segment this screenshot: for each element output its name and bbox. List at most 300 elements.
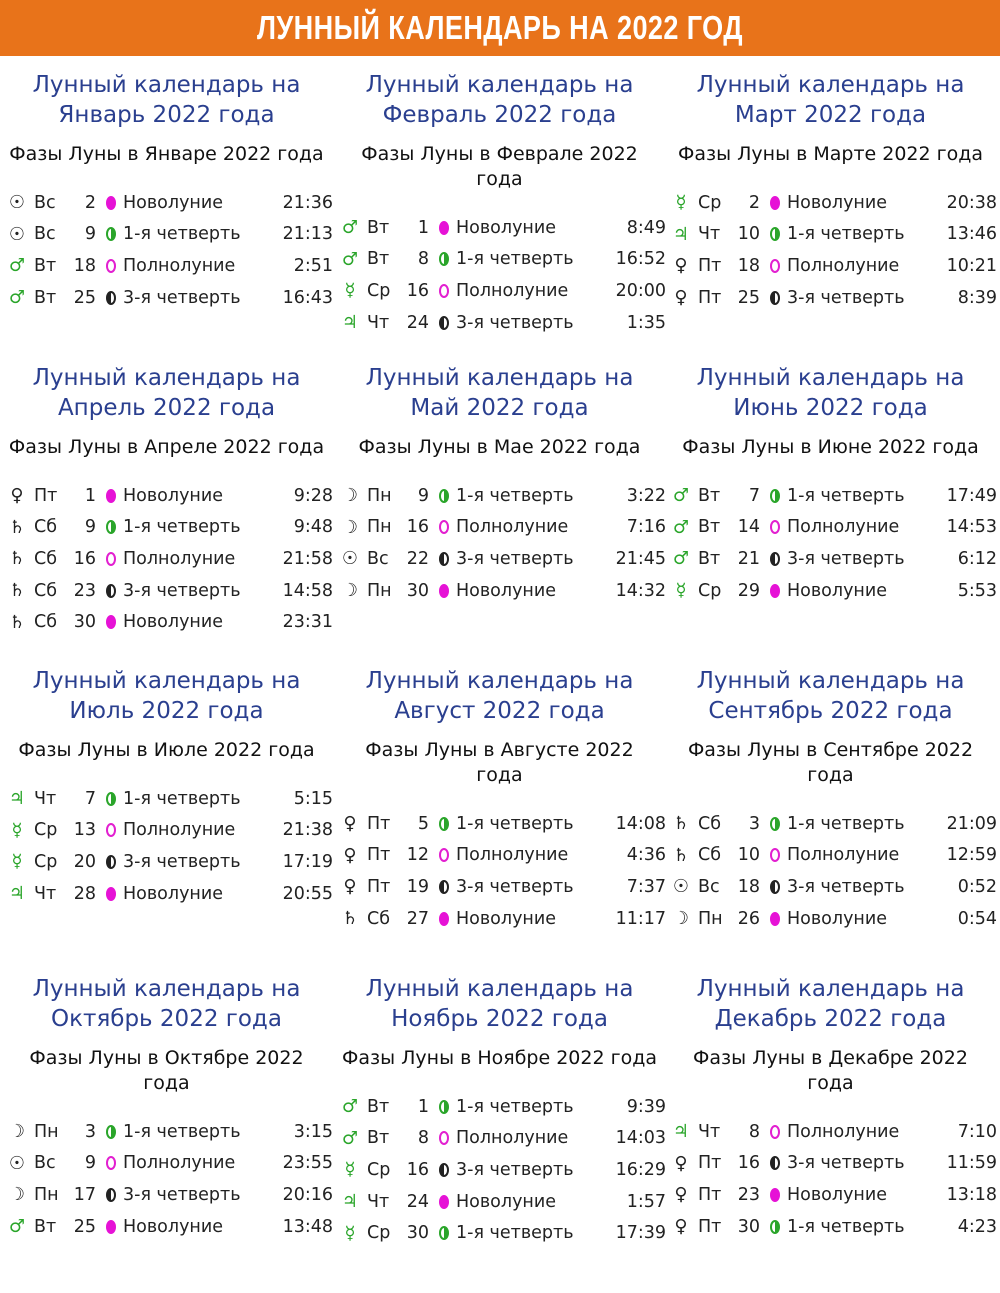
phase-name: Новолуние [456, 580, 557, 601]
planet-symbol-icon: ☿ [344, 280, 356, 302]
moon-phase-first-icon [770, 1220, 780, 1234]
phase-time: 23:55 [282, 1153, 333, 1174]
moon-phase-first-icon [106, 1125, 116, 1139]
phase-time: 9:28 [293, 485, 333, 506]
planet-symbol-icon: ♂ [8, 255, 26, 277]
phase-time: 16:43 [282, 287, 333, 308]
phase-time: 21:09 [946, 813, 997, 834]
month-title-line1: Лунный календарь на [365, 976, 634, 1002]
phase-row [333, 1091, 666, 1123]
phase-name: 1-я четверть [787, 224, 905, 245]
planet-symbol-icon: ☿ [344, 1159, 356, 1181]
phase-time: 12:59 [946, 845, 997, 866]
phase-row [664, 480, 997, 512]
phase-time: 13:18 [946, 1184, 997, 1205]
weekday: Сб [367, 908, 391, 929]
moon-phase-full-icon [439, 520, 449, 534]
day-number: 16 [406, 1159, 429, 1180]
phase-time: 14:32 [615, 580, 666, 601]
phase-time: 20:55 [282, 883, 333, 904]
planet-symbol-icon: ♂ [8, 1216, 26, 1238]
month-subtitle: Фазы Луны в Октябре 2022 года [29, 1047, 304, 1094]
day-number: 24 [406, 1191, 429, 1212]
month-subtitle: Фазы Луны в Марте 2022 года [677, 143, 984, 165]
phase-row [0, 783, 333, 815]
phase-name: Новолуние [787, 908, 888, 929]
month-subtitle: Фазы Луны в Апреле 2022 года [8, 436, 325, 458]
phase-name: Новолуние [787, 580, 888, 601]
moon-phase-new-icon [770, 196, 780, 210]
day-number: 14 [737, 517, 760, 538]
weekday: Ср [367, 1159, 391, 1180]
day-number: 30 [406, 580, 429, 601]
day-number: 9 [417, 485, 429, 506]
phase-name: 3-я четверть [456, 876, 574, 897]
month-subtitle: Фазы Луны в Декабре 2022 года [693, 1047, 968, 1094]
planet-symbol-icon: ☽ [341, 580, 359, 602]
phase-name: Полнолуние [787, 1121, 900, 1142]
phase-time: 0:52 [957, 876, 997, 897]
phase-row [0, 250, 333, 282]
phase-list [333, 212, 666, 338]
planet-symbol-icon: ♀ [343, 876, 357, 898]
phase-name: Новолуние [123, 612, 224, 633]
planet-symbol-icon: ♄ [672, 813, 690, 835]
phase-row [333, 808, 666, 840]
phase-time: 8:49 [626, 217, 666, 238]
planet-symbol-icon: ♂ [341, 248, 359, 270]
month-title-line2: Март 2022 года [734, 102, 927, 128]
phase-list [333, 808, 666, 934]
day-number: 30 [406, 1223, 429, 1244]
planet-symbol-icon: ☉ [8, 1152, 26, 1174]
phase-name: 1-я четверть [456, 249, 574, 270]
phase-time: 9:39 [626, 1096, 666, 1117]
day-number: 21 [737, 548, 760, 569]
month-subtitle: Фазы Луны в Мае 2022 года [358, 436, 641, 458]
phase-row [664, 219, 997, 251]
phase-row [0, 187, 333, 219]
phase-row [0, 282, 333, 314]
weekday: Ср [367, 1223, 391, 1244]
moon-phase-new-icon [106, 1220, 116, 1234]
phase-time: 20:38 [946, 192, 997, 213]
month-block-august [333, 666, 666, 934]
planet-symbol-icon: ♀ [674, 1216, 688, 1238]
day-number: 10 [737, 845, 760, 866]
planet-symbol-icon: ♂ [341, 1127, 359, 1149]
planet-symbol-icon: ☽ [341, 516, 359, 538]
phase-row [664, 808, 997, 840]
month-title-line2: Июль 2022 года [69, 698, 264, 724]
planet-symbol-icon: ♃ [341, 1191, 359, 1213]
phase-row [333, 1123, 666, 1155]
phase-name: Полнолуние [787, 517, 900, 538]
phase-row [0, 575, 333, 607]
phase-row [0, 878, 333, 910]
moon-phase-last-icon [439, 552, 449, 566]
weekday: Пт [367, 813, 391, 834]
moon-phase-full-icon [106, 552, 116, 566]
phase-time: 7:10 [957, 1121, 997, 1142]
moon-phase-full-icon [439, 284, 449, 298]
phase-name: Новолуние [123, 192, 224, 213]
moon-phase-full-icon [770, 848, 780, 862]
phase-row [664, 543, 997, 575]
weekday: Вс [34, 224, 56, 245]
weekday: Вт [34, 255, 57, 276]
day-number: 3 [84, 1121, 96, 1142]
month-subtitle: Фазы Луны в Июне 2022 года [682, 436, 979, 458]
weekday: Сб [34, 517, 58, 538]
phase-list [333, 1091, 666, 1249]
weekday: Вт [34, 287, 57, 308]
day-number: 19 [406, 876, 429, 897]
planet-symbol-icon: ♂ [672, 516, 690, 538]
phase-name: Новолуние [456, 1191, 557, 1212]
weekday: Пн [34, 1121, 59, 1142]
day-number: 30 [73, 612, 96, 633]
phase-row [664, 282, 997, 314]
day-number: 28 [73, 883, 96, 904]
weekday: Вт [34, 1216, 57, 1237]
day-number: 16 [73, 548, 96, 569]
weekday: Пт [698, 1153, 722, 1174]
weekday: Пн [34, 1184, 59, 1205]
phase-time: 1:35 [626, 312, 666, 333]
planet-symbol-icon: ☿ [11, 851, 23, 873]
planet-symbol-icon: ☽ [8, 1121, 26, 1143]
moon-phase-last-icon [439, 1163, 449, 1177]
day-number: 2 [84, 192, 96, 213]
moon-phase-first-icon [439, 817, 449, 831]
weekday: Вт [698, 485, 721, 506]
day-number: 7 [84, 788, 96, 809]
phase-name: 1-я четверть [787, 485, 905, 506]
weekday: Сб [34, 612, 58, 633]
moon-phase-first-icon [770, 489, 780, 503]
phase-row [333, 512, 666, 544]
planet-symbol-icon: ♂ [672, 485, 690, 507]
month-block-october [0, 974, 333, 1242]
moon-phase-full-icon [770, 1125, 780, 1139]
weekday: Пт [367, 845, 391, 866]
weekday: Вс [367, 548, 389, 569]
phase-time: 14:08 [615, 813, 666, 834]
moon-phase-last-icon [770, 552, 780, 566]
phase-time: 20:00 [615, 280, 666, 301]
planet-symbol-icon: ♃ [8, 883, 26, 905]
month-subtitle: Фазы Луны в Сентябре 2022 года [687, 739, 974, 786]
day-number: 5 [417, 813, 429, 834]
phase-row [0, 1116, 333, 1148]
phase-name: 3-я четверть [787, 548, 905, 569]
weekday: Пн [698, 908, 723, 929]
phase-time: 21:13 [282, 224, 333, 245]
phase-row [0, 1211, 333, 1243]
month-title-line2: Февраль 2022 года [382, 102, 617, 128]
day-number: 9 [84, 1153, 96, 1174]
weekday: Чт [367, 1191, 390, 1212]
phase-name: 1-я четверть [787, 1216, 905, 1237]
phase-time: 17:19 [282, 851, 333, 872]
phase-name: 3-я четверть [123, 580, 241, 601]
phase-row [333, 244, 666, 276]
weekday: Пн [367, 580, 392, 601]
phase-time: 23:31 [282, 612, 333, 633]
day-number: 10 [737, 224, 760, 245]
moon-phase-new-icon [106, 489, 116, 503]
planet-symbol-icon: ☿ [11, 819, 23, 841]
day-number: 1 [84, 485, 96, 506]
month-title-line2: Август 2022 года [394, 698, 605, 724]
planet-symbol-icon: ♃ [672, 223, 690, 245]
planet-symbol-icon: ♄ [341, 908, 359, 930]
phase-name: Новолуние [787, 1184, 888, 1205]
weekday: Вт [698, 548, 721, 569]
moon-phase-new-icon [770, 912, 780, 926]
month-block-july [0, 666, 333, 909]
phase-time: 21:58 [282, 548, 333, 569]
phase-row [333, 275, 666, 307]
weekday: Чт [698, 1121, 721, 1142]
planet-symbol-icon: ☉ [8, 192, 26, 214]
weekday: Пн [367, 517, 392, 538]
phase-row [664, 1179, 997, 1211]
moon-phase-first-icon [439, 1100, 449, 1114]
day-number: 13 [73, 820, 96, 841]
planet-symbol-icon: ♂ [341, 1096, 359, 1118]
weekday: Чт [698, 224, 721, 245]
weekday: Вт [367, 249, 390, 270]
phase-list [0, 480, 333, 638]
weekday: Вс [34, 1153, 56, 1174]
header-banner [0, 0, 1000, 56]
phase-row [333, 480, 666, 512]
month-title-line2: Сентябрь 2022 года [708, 698, 953, 724]
moon-phase-new-icon [770, 1188, 780, 1202]
planet-symbol-icon: ☽ [341, 485, 359, 507]
month-block-june [664, 363, 997, 606]
phase-row [0, 480, 333, 512]
planet-symbol-icon: ♀ [674, 1184, 688, 1206]
phase-row [664, 575, 997, 607]
planet-symbol-icon: ♀ [343, 813, 357, 835]
page-title: ЛУННЫЙ КАЛЕНДАРЬ НА 2022 ГОД [90, 0, 910, 56]
phase-name: 1-я четверть [123, 1121, 241, 1142]
month-block-november [333, 974, 666, 1249]
phase-name: Полнолуние [787, 845, 900, 866]
phase-name: Полнолуние [456, 280, 569, 301]
phase-name: 1-я четверть [123, 517, 241, 538]
day-number: 1 [417, 217, 429, 238]
moon-phase-last-icon [439, 880, 449, 894]
month-title-line2: Декабрь 2022 года [714, 1006, 947, 1032]
phase-time: 3:22 [626, 485, 666, 506]
phase-time: 13:48 [282, 1216, 333, 1237]
phase-list [0, 1116, 333, 1242]
month-subtitle: Фазы Луны в Августе 2022 года [365, 739, 634, 786]
planet-symbol-icon: ☽ [8, 1184, 26, 1206]
day-number: 8 [417, 1128, 429, 1149]
planet-symbol-icon: ♂ [672, 548, 690, 570]
weekday: Пт [698, 1216, 722, 1237]
weekday: Чт [34, 883, 57, 904]
month-block-february [333, 70, 666, 338]
phase-row [664, 1116, 997, 1148]
phase-name: Новолуние [123, 883, 224, 904]
weekday: Вт [367, 1128, 390, 1149]
weekday: Вт [698, 517, 721, 538]
moon-phase-full-icon [439, 1131, 449, 1145]
month-title-line1: Лунный календарь на [696, 365, 965, 391]
month-block-december [664, 974, 997, 1242]
planet-symbol-icon: ☉ [8, 223, 26, 245]
planet-symbol-icon: ♂ [8, 287, 26, 309]
moon-phase-new-icon [106, 196, 116, 210]
phase-time: 1:57 [626, 1191, 666, 1212]
phase-row [664, 512, 997, 544]
moon-phase-new-icon [770, 584, 780, 598]
weekday: Сб [698, 845, 722, 866]
phase-row [333, 1217, 666, 1249]
phase-name: Новолуние [456, 908, 557, 929]
phase-time: 9:48 [293, 517, 333, 538]
weekday: Чт [367, 312, 390, 333]
weekday: Чт [34, 788, 57, 809]
phase-row [333, 871, 666, 903]
month-title-line1: Лунный календарь на [32, 365, 301, 391]
planet-symbol-icon: ♄ [672, 844, 690, 866]
month-title-line1: Лунный календарь на [365, 365, 634, 391]
day-number: 7 [748, 485, 760, 506]
planet-symbol-icon: ♀ [674, 287, 688, 309]
moon-phase-full-icon [770, 259, 780, 273]
day-number: 30 [737, 1216, 760, 1237]
phase-name: 3-я четверть [787, 876, 905, 897]
weekday: Сб [34, 580, 58, 601]
phase-time: 11:17 [615, 908, 666, 929]
phase-name: Полнолуние [123, 1153, 236, 1174]
phase-name: 1-я четверть [456, 813, 574, 834]
moon-phase-full-icon [770, 520, 780, 534]
phase-row [333, 840, 666, 872]
day-number: 17 [73, 1184, 96, 1205]
moon-phase-new-icon [439, 221, 449, 235]
planet-symbol-icon: ☿ [344, 1222, 356, 1244]
month-title-line2: Апрель 2022 года [57, 395, 276, 421]
phase-time: 3:15 [293, 1121, 333, 1142]
phase-row [333, 307, 666, 339]
phase-time: 6:12 [957, 548, 997, 569]
planet-symbol-icon: ♄ [8, 611, 26, 633]
phase-row [0, 606, 333, 638]
moon-phase-last-icon [770, 880, 780, 894]
phase-name: Полнолуние [123, 255, 236, 276]
moon-phase-first-icon [106, 520, 116, 534]
day-number: 9 [84, 517, 96, 538]
phase-time: 4:23 [957, 1216, 997, 1237]
phase-name: 3-я четверть [123, 287, 241, 308]
phase-name: 1-я четверть [456, 1223, 574, 1244]
phase-name: Новолуние [123, 1216, 224, 1237]
planet-symbol-icon: ♄ [8, 516, 26, 538]
planet-symbol-icon: ♃ [341, 312, 359, 334]
phase-name: 1-я четверть [123, 224, 241, 245]
phase-name: Полнолуние [123, 548, 236, 569]
phase-time: 7:37 [626, 876, 666, 897]
weekday: Сб [698, 813, 722, 834]
planet-symbol-icon: ♀ [10, 485, 24, 507]
phase-row [333, 1186, 666, 1218]
phase-name: Новолуние [787, 192, 888, 213]
phase-row [664, 871, 997, 903]
phase-name: 3-я четверть [787, 287, 905, 308]
day-number: 16 [737, 1153, 760, 1174]
month-block-march [664, 70, 997, 313]
month-title-line2: Январь 2022 года [58, 102, 275, 128]
moon-phase-first-icon [106, 792, 116, 806]
phase-name: Полнолуние [456, 845, 569, 866]
phase-row [664, 250, 997, 282]
phase-list [664, 1116, 997, 1242]
phase-name: Новолуние [456, 217, 557, 238]
phase-time: 21:38 [282, 820, 333, 841]
month-title-line1: Лунный календарь на [365, 668, 634, 694]
day-number: 16 [406, 280, 429, 301]
phase-list [664, 808, 997, 934]
moon-phase-first-icon [106, 227, 116, 241]
day-number: 3 [748, 813, 760, 834]
moon-phase-last-icon [106, 855, 116, 869]
phase-time: 10:21 [946, 255, 997, 276]
phase-name: 1-я четверть [456, 1096, 574, 1117]
phase-row [0, 512, 333, 544]
planet-symbol-icon: ☽ [672, 908, 690, 930]
day-number: 18 [73, 255, 96, 276]
phase-list [0, 783, 333, 909]
phase-time: 2:51 [293, 255, 333, 276]
phase-name: 3-я четверть [123, 851, 241, 872]
phase-name: 1-я четверть [123, 788, 241, 809]
phase-time: 4:36 [626, 845, 666, 866]
phase-name: 1-я четверть [787, 813, 905, 834]
weekday: Ср [34, 851, 58, 872]
phase-time: 14:03 [615, 1128, 666, 1149]
weekday: Ср [698, 580, 722, 601]
month-title-line1: Лунный календарь на [696, 668, 965, 694]
phase-name: Полнолуние [456, 517, 569, 538]
day-number: 23 [73, 580, 96, 601]
day-number: 29 [737, 580, 760, 601]
month-block-april [0, 363, 333, 638]
phase-time: 16:29 [615, 1159, 666, 1180]
moon-phase-first-icon [439, 489, 449, 503]
phase-row [0, 543, 333, 575]
month-title-line1: Лунный календарь на [32, 976, 301, 1002]
month-block-september [664, 666, 997, 934]
weekday: Пт [367, 876, 391, 897]
day-number: 8 [748, 1121, 760, 1142]
phase-row [333, 1154, 666, 1186]
planet-symbol-icon: ☿ [675, 192, 687, 214]
moon-phase-last-icon [770, 1156, 780, 1170]
day-number: 20 [73, 851, 96, 872]
phase-row [0, 1179, 333, 1211]
month-title-line2: Ноябрь 2022 года [391, 1006, 608, 1032]
phase-row [0, 1148, 333, 1180]
moon-phase-full-icon [106, 823, 116, 837]
